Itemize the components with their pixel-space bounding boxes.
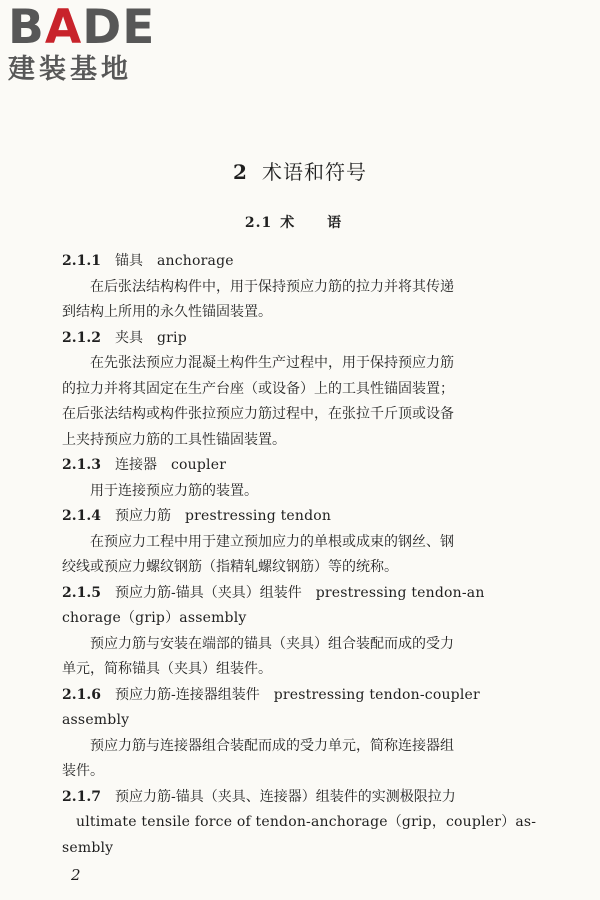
term-heading: 2.1.7 预应力筋-锚具（夹具、连接器）组装件的实测极限拉力	[62, 788, 456, 805]
term-english-line: ultimate tensile force of tendon-anchorage（grip，coupler）as-	[76, 814, 537, 830]
chapter-title-text: 术语和符号	[261, 160, 367, 184]
term-english-continued: chorage（grip）assembly	[62, 610, 247, 626]
term-definition-line: 在先张法预应力混凝土构件生产过程中，用于保持预应力筋	[90, 355, 454, 371]
bade-logo	[8, 2, 173, 86]
logo-subtitle: 建装基地	[8, 54, 132, 85]
page-number: 2	[71, 866, 81, 884]
term-heading: 2.1.2 夹具 grip	[62, 329, 187, 346]
term-heading: 2.1.5 预应力筋-锚具（夹具）组装件 prestressing tendon-an	[62, 584, 485, 601]
term-definition-line: 到结构上所用的永久性锚固装置。	[62, 304, 272, 320]
term-english-line: sembly	[62, 839, 114, 856]
term-definition-line: 用于连接预应力筋的装置。	[90, 482, 258, 499]
term-heading: 2.1.1 锚具 anchorage	[62, 253, 234, 269]
section-title-text: 术 语	[280, 215, 356, 231]
term-heading: 2.1.4 预应力筋 prestressing tendon	[62, 508, 332, 524]
term-definition-line: 单元，简称锚具（夹具）组装件。	[62, 661, 272, 677]
section-number: 2.1	[244, 215, 273, 231]
section-title	[0, 212, 600, 234]
term-definition-line: 在后张法结构或构件张拉预应力筋过程中，在张拉千斤顶或设备	[62, 406, 454, 422]
term-definition-line: 上夹持预应力筋的工具性锚固装置。	[62, 431, 286, 448]
term-definition-line: 在后张法结构构件中，用于保持预应力筋的拉力并将其传递	[90, 278, 454, 295]
chapter-number: 2	[233, 160, 248, 184]
term-definition-line: 预应力筋与连接器组合装配而成的受力单元，简称连接器组	[90, 737, 454, 754]
logo-wordmark: BADE	[8, 0, 156, 55]
term-definition-line: 的拉力并将其固定在生产台座（或设备）上的工具性锚固装置；	[62, 380, 454, 397]
term-definition-line: 预应力筋与安装在端部的锚具（夹具）组合装配而成的受力	[90, 635, 454, 652]
chapter-title	[0, 158, 600, 186]
term-heading: 2.1.6 预应力筋-连接器组装件 prestressing tendon-coupler	[62, 686, 480, 703]
term-english-continued: assembly	[62, 712, 130, 728]
term-definition-line: 装件。	[62, 763, 104, 779]
term-definition-line: 在预应力工程中用于建立预加应力的单根或成束的钢丝、钢	[90, 533, 454, 550]
term-definition-line: 绞线或预应力螺纹钢筋（指精轧螺纹钢筋）等的统称。	[62, 559, 398, 575]
term-heading: 2.1.3 连接器 coupler	[62, 457, 227, 473]
terms-content	[62, 249, 544, 861]
